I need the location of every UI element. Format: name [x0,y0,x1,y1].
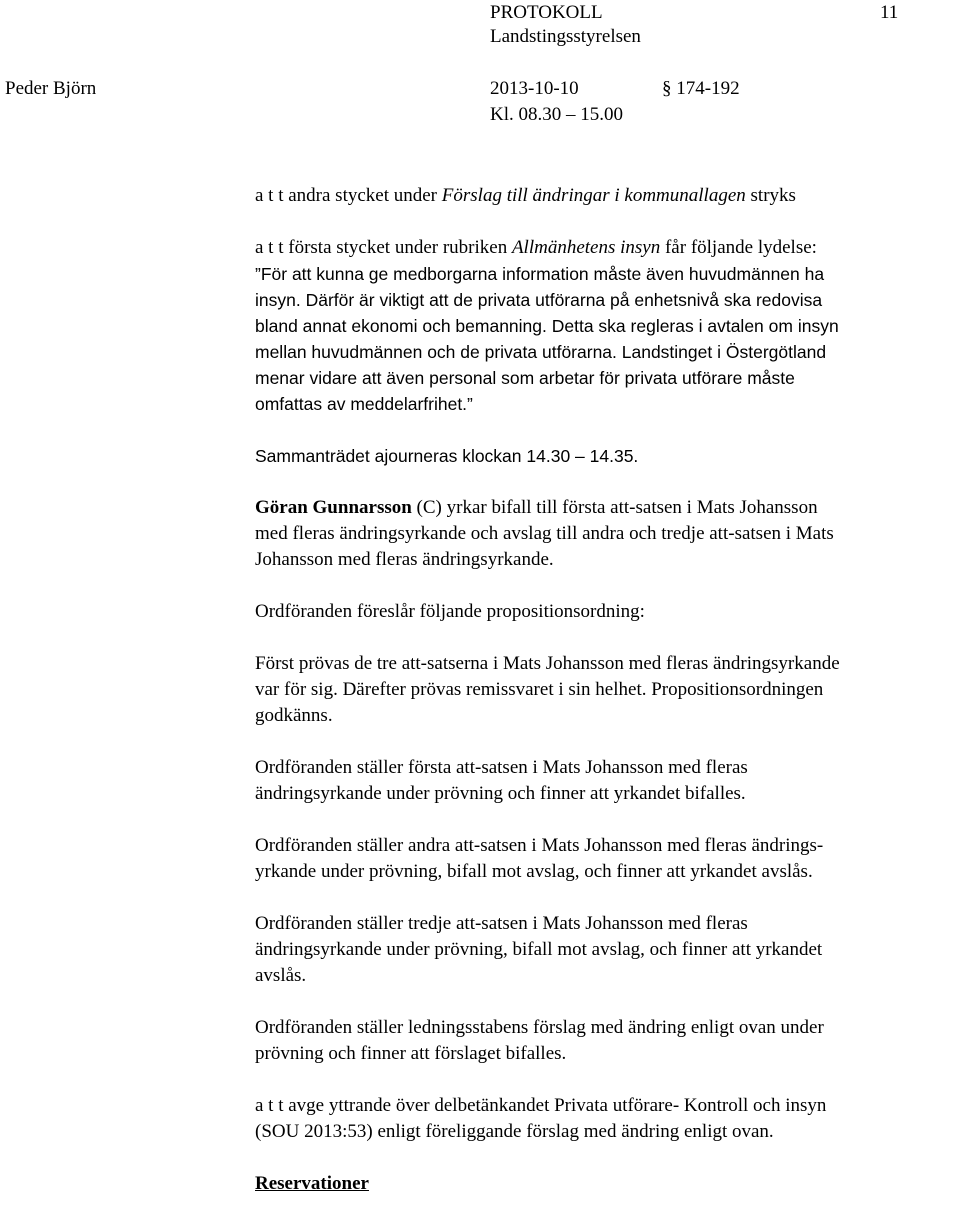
paragraph-line: Först prövas de tre att-satserna i Mats Johansson med fleras ändringsyrkande [255,653,840,674]
paragraph-line: Ordföranden ställer första att-satsen i Mats Johansson med fleras [255,757,748,778]
att1-italic: Allmänhetens insyn [511,237,661,258]
paragraph-line: Ordföranden ställer tredje att-satsen i Mats Johansson med fleras [255,913,748,934]
paragraph-line: var för sig. Därefter prövas remissvaret i sin helhet. Propositionsordningen [255,679,824,700]
motion-line: med fleras ändringsyrkande och avslag till andra och tredje att-satsen i Mats [255,523,834,544]
paragraph-range: § 174-192 [662,78,740,99]
motion-text: (C) yrkar bifall till första att-satsen i Mats Johansson [411,497,818,518]
quote-line: bland annat ekonomi och bemanning. Detta ska regleras i avtalen om insyn [255,316,839,336]
paragraph-line: Ordföranden ställer ledningsstabens förslag med ändring enligt ovan under [255,1017,824,1038]
chair-first-att [255,755,960,807]
speaker-name: Göran Gunnarsson [255,497,412,518]
meeting-date: 2013-10-10 [490,78,579,99]
paragraph-line: avslås. [255,965,307,986]
chair-staff-proposal [255,1015,960,1067]
paragraph-line: yrkande under prövning, bifall mot avslag, och finner att yrkandet avslås. [255,861,813,882]
motion-paragraph [255,495,960,573]
paragraph-line: prövning och finner att förslaget bifalles. [255,1043,567,1064]
adjournment-note: Sammanträdet ajourneras klockan 14.30 – 14.35. [255,446,639,466]
motion-line [255,495,960,521]
document-body [255,183,960,1223]
quote-line: omfattas av meddelarfrihet.” [255,394,473,414]
paragraph-line: ändringsyrkande under prövning och finner att yrkandet bifalles. [255,783,746,804]
motion-line: Johansson med fleras ändringsyrkande. [255,549,554,570]
first-tried-paragraph [255,651,960,729]
att2-suffix: stryks [745,185,796,206]
att2-prefix: a t t andra stycket under [255,185,442,206]
page-number: 11 [880,2,899,23]
att-clause-second-paragraph [255,183,960,209]
chair-third-att [255,911,960,989]
organization: Landstingsstyrelsen [490,26,641,47]
paragraph-line: a t t avge yttrande över delbetänkandet Privata utförare- Kontroll och insyn [255,1095,827,1116]
doc-type: PROTOKOLL [490,2,603,23]
quote-line: insyn. Därför är viktigt att de privata utförarna på enhetsnivå ska redovisa [255,290,823,310]
att-clause-first-paragraph [255,235,960,261]
paragraph-line: (SOU 2013:53) enligt föreliggande förslag med ändring enligt ovan. [255,1121,774,1142]
att1-prefix: a t t första stycket under rubriken [255,237,512,258]
person-name: Peder Björn [5,78,97,99]
quote-line: ”För att kunna ge medborgarna information måste även huvudmännen ha [255,264,825,284]
att2-italic: Förslag till ändringar i kommunallagen [441,185,746,206]
att1-suffix: får följande lydelse: [660,237,817,258]
paragraph-line: godkänns. [255,705,333,726]
chair-second-att [255,833,960,885]
proposal-order: Ordföranden föreslår följande propositionsordning: [255,601,645,622]
reservations-heading: Reservationer [255,1173,369,1194]
quote-line: mellan huvudmännen och de privata utförarna. Landstinget i Östergötland [255,342,827,362]
paragraph-line: Ordföranden ställer andra att-satsen i Mats Johansson med fleras ändrings- [255,835,824,856]
meeting-time: Kl. 08.30 – 15.00 [490,104,623,125]
decision-paragraph [255,1093,960,1145]
paragraph-line: ändringsyrkande under prövning, bifall mot avslag, och finner att yrkandet [255,939,823,960]
quoted-wording [255,261,960,417]
quote-line: menar vidare att även personal som arbetar för privata utförare måste [255,368,795,388]
